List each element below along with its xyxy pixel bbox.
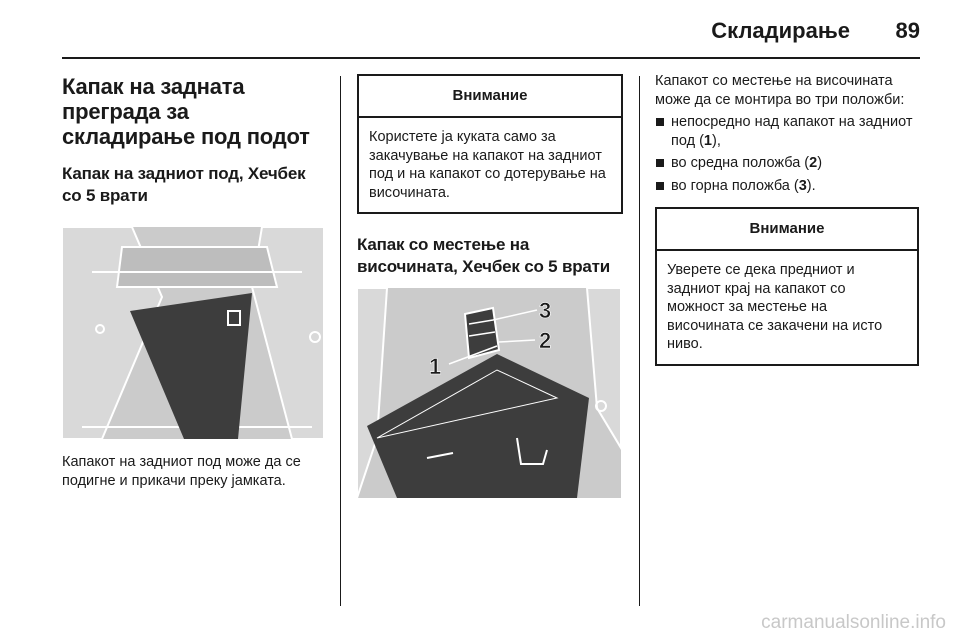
header-rule [62,57,920,59]
bullet-square-icon [656,182,664,190]
column-1 [62,74,326,490]
section-title: Складирање [711,18,850,43]
caution-notice [357,74,623,214]
column-2 [357,74,623,498]
figure-label-3: 3 [539,298,552,323]
figure-label-2: 2 [539,328,552,353]
list-item: во средна положба (2) [655,154,920,173]
caution-notice [655,207,919,366]
floor-cover-illustration [62,227,324,439]
notice-body: Користете ја куката само за закачување на капакот на задниот под и на капакот со дотерување на височината. [369,129,606,201]
list-item: во горна положба (3). [655,177,920,196]
column-divider-1 [340,76,341,606]
figure-label-1: 1 [429,354,442,379]
watermark: carmanualsonline.info [761,612,946,633]
bullet-square-icon [656,118,664,126]
adjustable-cover-illustration [357,288,621,498]
notice-title: Внимание [359,76,621,118]
positions-intro: Капакот со местење на височината може да се монтира во три положби: [655,73,905,108]
main-heading: Капак на задната преграда за складирање под подот [62,74,310,149]
positions-list [655,113,920,195]
notice-body: Уверете се дека предниот и задниот крај на капакот со можност за местење на височината се закачени на исто ниво. [667,262,883,352]
sub-heading: Капак со местење на височината, Хечбек со 5 врати [357,235,611,276]
column-divider-2 [639,76,640,606]
page-number: 89 [895,18,920,43]
list-item: непосредно над капакот на задниот под (1), [655,113,920,150]
notice-title: Внимание [657,209,917,251]
figure-caption: Капакот на задниот под може да се подигне и прикачи преку јамката. [62,454,301,489]
column-3 [655,74,920,366]
sub-heading: Капак на задниот под, Хечбек со 5 врати [62,164,306,205]
bullet-square-icon [656,159,664,167]
